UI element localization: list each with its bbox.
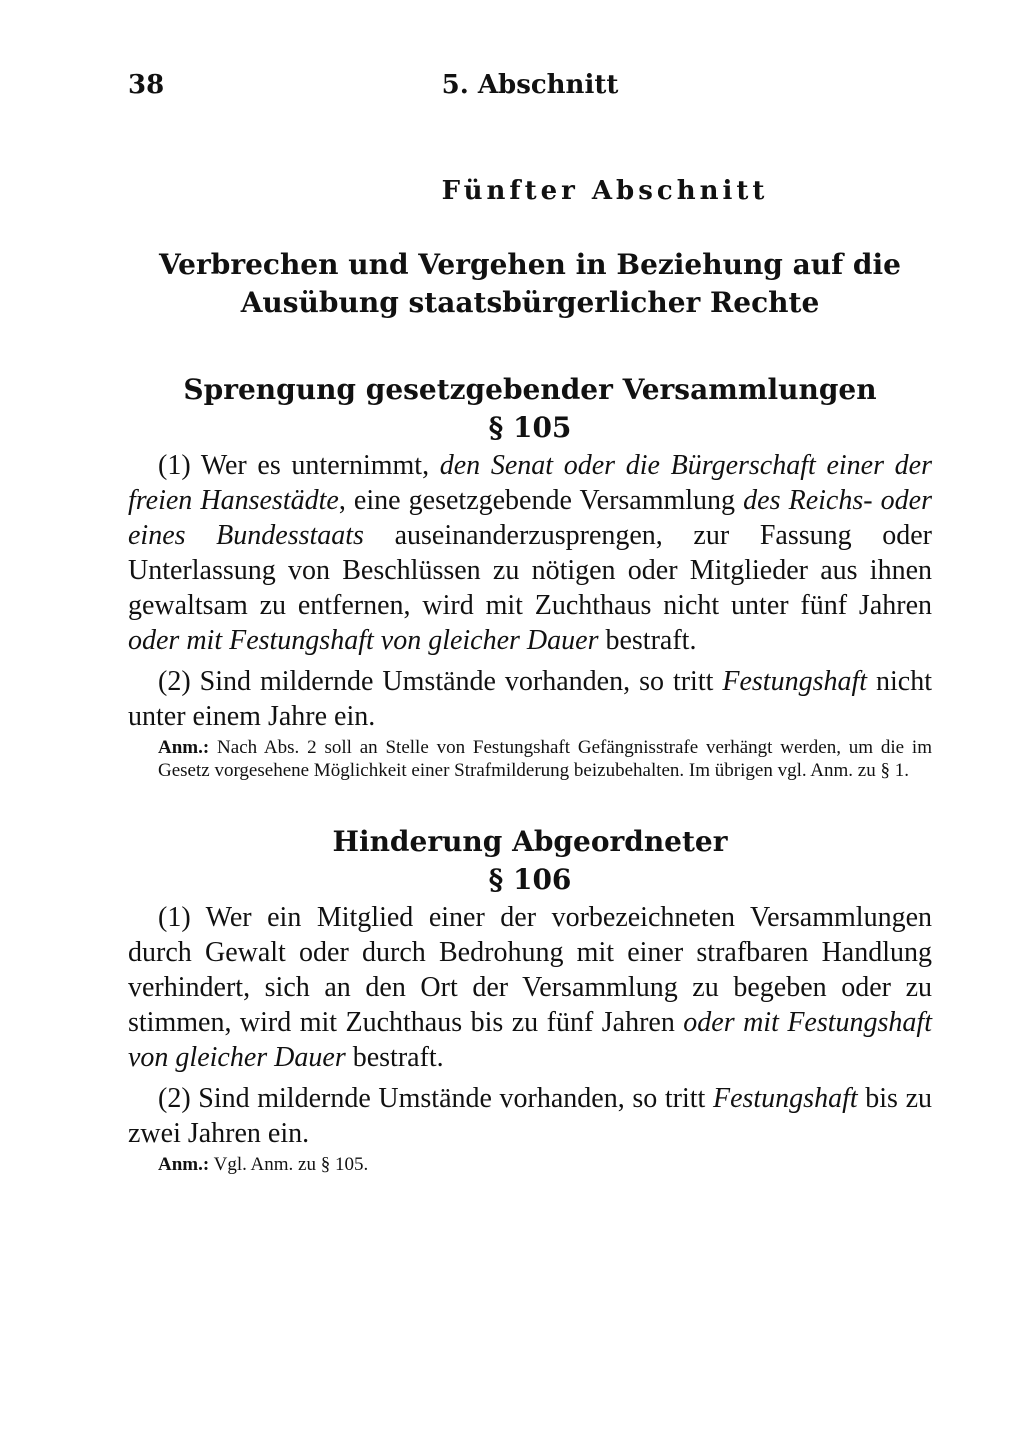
note-text: Nach Abs. 2 soll an Stelle von Festungshaft Gefängnisstrafe verhängt werden, um die im Gesetz vorgesehene Möglichkeit einer Strafmilderung beizubehalten. Im übrigen vgl. Anm. zu § 1. [158,737,932,781]
paragraph-106-clause-2 [128,1081,932,1151]
text-run: bestraft. [598,625,697,656]
text-run: , eine gesetzgebende Versammlung [338,485,744,516]
note-text: Vgl. Anm. zu § 105. [209,1154,369,1175]
section-title [128,246,932,322]
page-number: 38 [128,70,165,100]
text-run: bestraft. [345,1042,444,1073]
document-page [128,70,932,1176]
text-run: (1) Wer es unternimmt, [158,450,440,481]
text-run: (1) Wer ein Mitglied einer der vorbezeichneten Versammlungen durch Gewalt oder durch Bedrohung mit einer strafbaren Handlung verhindert, sich an den Ort der Versammlung zu begeben oder zu stimmen, wird mit Zuchthaus bis zu fünf Jahren [128,902,932,1038]
paragraph-106-number: § 106 [488,863,572,896]
paragraph-106-clause-1 [128,900,932,1075]
italic-run: den Senat oder die Bürgerschaft einer der freien Hansestädte [128,450,932,516]
paragraph-106-heading: Hinderung Abgeordneter [332,825,728,858]
text-run: bis zu zwei Jahren ein. [128,1083,932,1149]
running-head [128,70,932,110]
paragraph-105-heading: Sprengung gesetzgebender Versammlungen [183,373,877,406]
italic-run: des Reichs- oder eines Bundesstaats [128,485,933,551]
note-label: Anm.: [158,737,210,758]
text-run: (2) Sind mildernde Umstände vorhanden, so tritt [158,666,723,697]
text-run: (2) Sind mildernde Umstände vorhanden, so tritt [158,1083,713,1114]
paragraph-105-clause-2 [128,664,932,734]
italic-run: Festungshaft [722,666,868,697]
italic-run: Festungshaft [712,1083,858,1114]
text-run: auseinanderzusprengen, zur Fassung oder Unterlassung von Beschlüssen zu nötigen oder Mitglieder aus ihnen gewaltsam zu entfernen, wird mit Zuchthaus nicht unter fünf Jahren [128,520,933,621]
running-title: 5. Abschnitt [441,70,619,100]
note-label: Anm.: [158,1154,210,1175]
section-label: Fünfter Abschnitt [441,176,769,206]
text-run: nicht unter einem Jahre ein. [128,666,932,732]
section-title-line-2: Ausübung staatsbürgerlicher Rechte [240,286,820,319]
paragraph-106-note [128,1153,932,1176]
paragraph-105-note [128,736,932,782]
section-title-line-1: Verbrechen und Vergehen in Beziehung auf die [159,248,901,281]
italic-run: oder mit Festungshaft von gleicher Dauer [128,625,599,656]
italic-run: oder mit Festungshaft von gleicher Dauer [128,1007,932,1073]
paragraph-105-clause-1 [128,448,932,658]
paragraph-105-number: § 105 [488,411,572,444]
